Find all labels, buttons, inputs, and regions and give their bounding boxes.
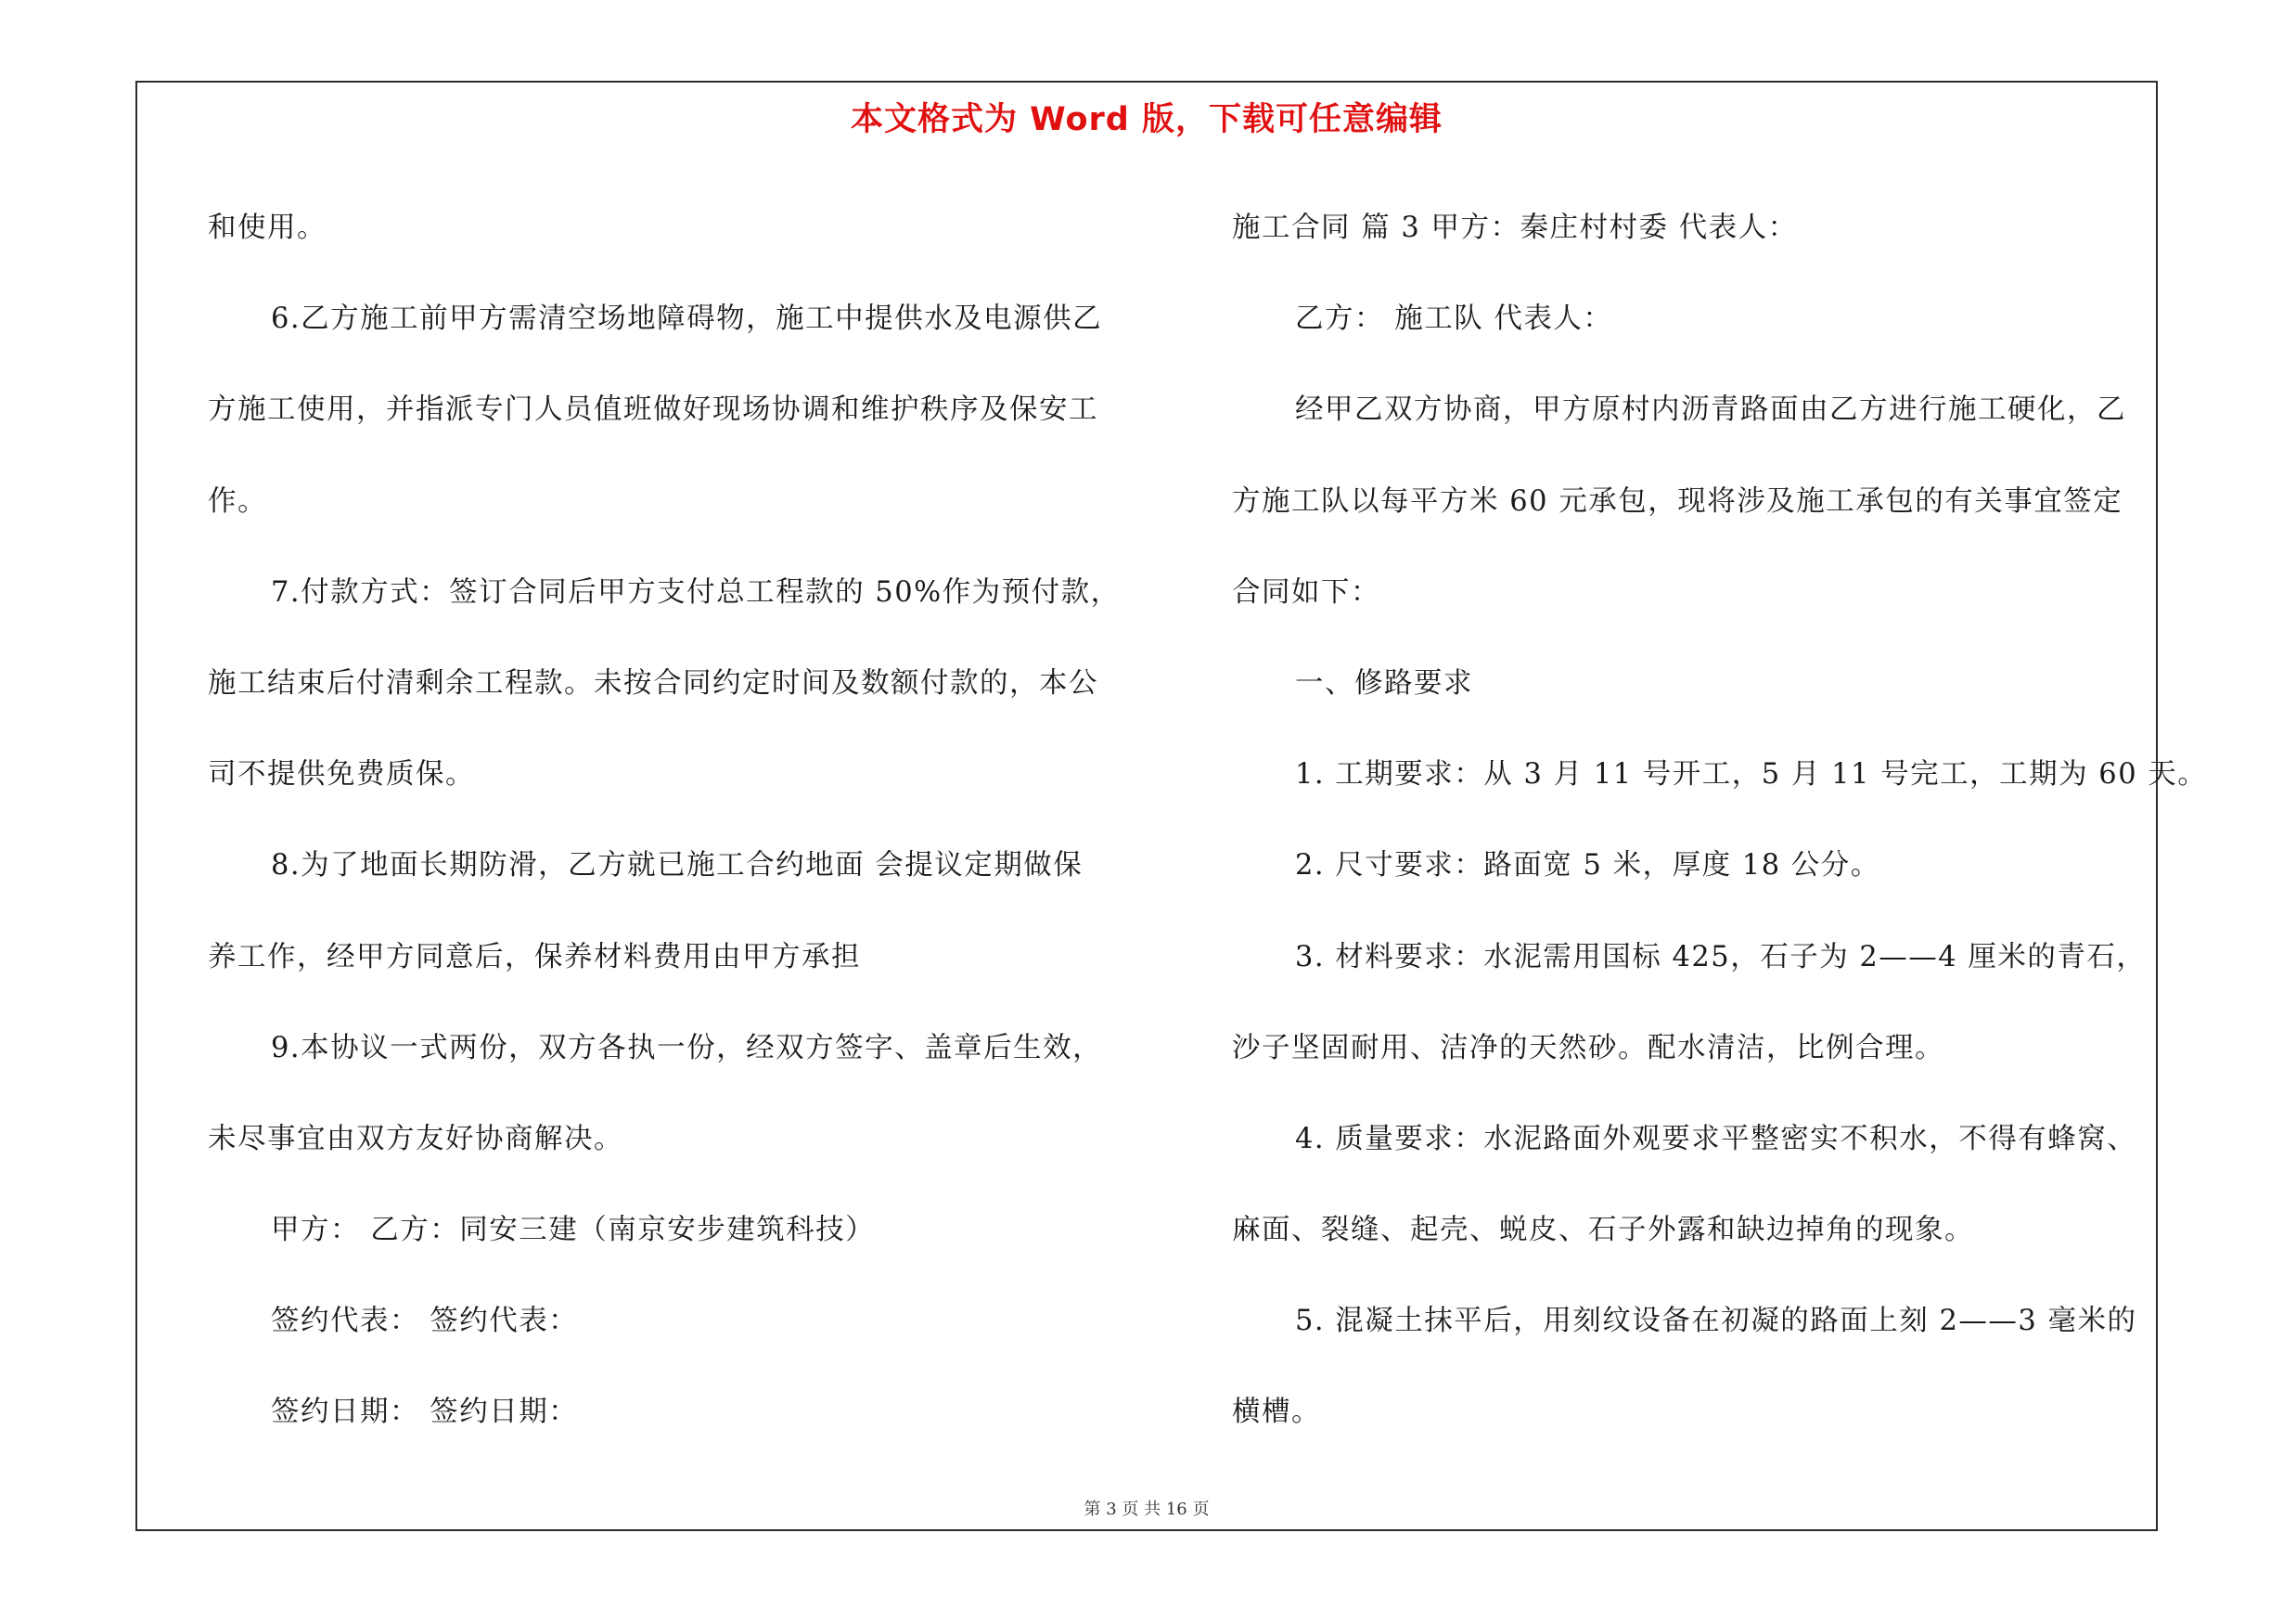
text-line: 沙子坚固耐用、洁净的天然砂。配水清洁，比例合理。 (1232, 1031, 1944, 1064)
text-line: 甲方： 乙方：同安三建（南京安步建筑科技） (271, 1214, 876, 1247)
text-line: 合同如下： (1232, 575, 1380, 609)
text-line: 横槽。 (1232, 1396, 1321, 1429)
left-text-column (208, 183, 1135, 1459)
page-number-footer: 第 3 页 共 16 页 (1084, 1500, 1210, 1519)
text-line: 签约日期： 签约日期： (271, 1396, 579, 1429)
text-line: 乙方： 施工队 代表人： (1295, 303, 1613, 336)
text-line: 2. 尺寸要求：路面宽 5 米，厚度 18 公分。 (1295, 849, 1880, 882)
format-banner: 本文格式为 Word 版，下载可任意编辑 (850, 101, 1443, 138)
text-line: 司不提供免费质保。 (208, 758, 475, 792)
text-line: 养工作，经甲方同意后，保养材料费用由甲方承担 (208, 940, 861, 973)
text-line: 方施工使用，并指派专门人员值班做好现场协调和维护秩序及保安工 (208, 393, 1098, 427)
text-line: 9.本协议一式两份，双方各执一份，经双方签字、盖章后生效， (271, 1031, 1103, 1064)
text-line: 麻面、裂缝、起壳、蜕皮、石子外露和缺边掉角的现象。 (1232, 1214, 1974, 1247)
text-line: 7.付款方式：签订合同后甲方支付总工程款的 50%作为预付款， (271, 575, 1121, 609)
text-line: 5. 混凝土抹平后，用刻纹设备在初凝的路面上刻 2——3 毫米的 (1295, 1305, 2137, 1338)
text-line: 经甲乙双方协商，甲方原村内沥青路面由乙方进行施工硬化，乙 (1295, 393, 2126, 427)
text-line: 1. 工期要求：从 3 月 11 号开工，5 月 11 号完工，工期为 60 天。 (1295, 758, 2208, 792)
text-line: 一、修路要求 (1295, 666, 1473, 700)
text-line: 方施工队以每平方米 60 元承包，现将涉及施工承包的有关事宜签定 (1232, 484, 2123, 518)
text-line: 8.为了地面长期防滑，乙方就已施工合约地面 会提议定期做保 (271, 849, 1084, 882)
text-line: 3. 材料要求：水泥需用国标 425，石子为 2——4 厘米的青石， (1295, 940, 2147, 973)
text-line: 施工合同 篇 3 甲方：秦庄村村委 代表人： (1232, 212, 1798, 244)
text-line: 未尽事宜由双方友好协商解决。 (208, 1122, 623, 1155)
text-line: 4. 质量要求：水泥路面外观要求平整密实不积水，不得有蜂窝、 (1295, 1122, 2137, 1155)
text-line: 6.乙方施工前甲方需清空场地障碍物，施工中提供水及电源供乙 (271, 303, 1103, 336)
page-frame (135, 81, 2208, 1531)
text-line: 施工结束后付清剩余工程款。未按合同约定时间及数额付款的，本公 (208, 666, 1098, 700)
right-text-column (1232, 183, 2208, 1459)
text-line: 作。 (208, 484, 267, 518)
text-line: 签约代表： 签约代表： (271, 1305, 579, 1338)
text-line: 和使用。 (208, 212, 327, 244)
